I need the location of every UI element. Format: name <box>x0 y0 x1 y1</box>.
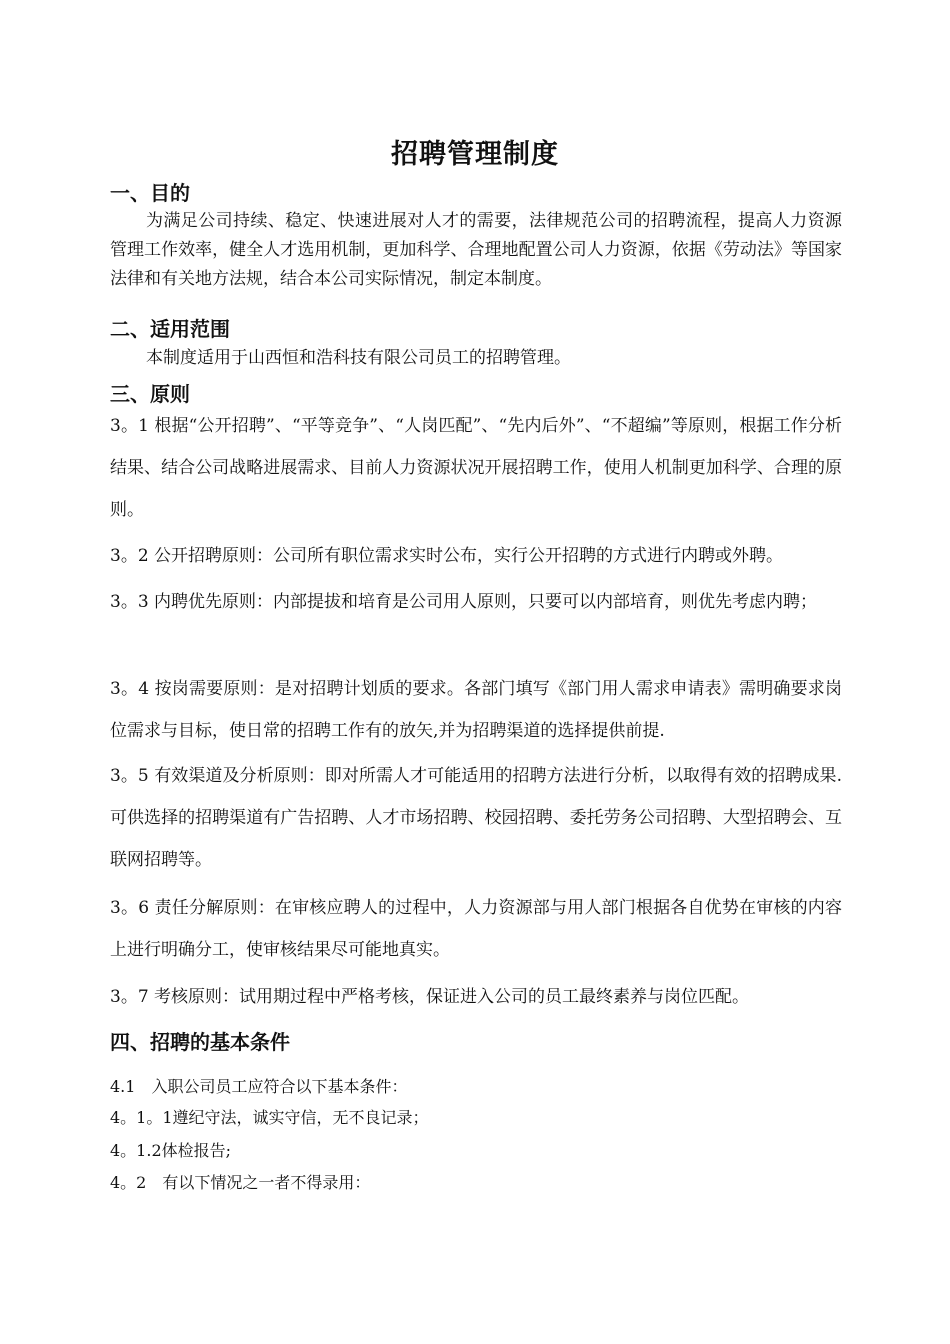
section-1-body: 为满足公司持续、稳定、快速进展对人才的需要，法律规范公司的招聘流程，提高人力资源管理工作效率，健全人才选用机制，更加科学、合理地配置公司人力资源，依据《劳动法》等国家法律和有关地方法规，结合本公司实际情况，制定本制度。 <box>110 211 842 289</box>
section-3-heading: 三、原则 <box>110 382 190 406</box>
condition-4-1-1: 4。1。1遵纪守法，诚实守信，无不良记录； <box>110 1108 429 1127</box>
section-2-heading: 二、适用范围 <box>110 317 230 341</box>
document-title: 招聘管理制度 <box>391 139 559 170</box>
principle-3-5: 3。5 有效渠道及分析原则：即对所需人才可能适用的招聘方法进行分析，以取得有效的招聘成果.可供选择的招聘渠道有广告招聘、人才市场招聘、校园招聘、委托劳务公司招聘、大型招聘会、互联网招聘等。 <box>110 766 842 870</box>
principle-3-4: 3。4 按岗需要原则：是对招聘计划质的要求。各部门填写《部门用人需求申请表》需明确要求岗位需求与目标，使日常的招聘工作有的放矢,并为招聘渠道的选择提供前提. <box>110 679 842 741</box>
condition-4-2: 4。2 有以下情况之一者不得录用： <box>110 1173 371 1192</box>
principle-3-1: 3。1 根据“公开招聘”、“平等竞争”、“人岗匹配”、“先内后外”、“不超编”等原则，根据工作分析结果、结合公司战略进展需求、目前人力资源状况开展招聘工作，使用人机制更加科学、合理的原则。 <box>110 416 842 520</box>
section-1-heading: 一、目的 <box>110 181 190 205</box>
condition-4-1-2: 4。1.2体检报告; <box>110 1141 232 1160</box>
principle-3-2: 3。2 公开招聘原则：公司所有职位需求实时公布，实行公开招聘的方式进行内聘或外聘。 <box>110 546 784 566</box>
section-2-body: 本制度适用于山西恒和浩科技有限公司员工的招聘管理。 <box>146 348 571 368</box>
section-4-heading: 四、招聘的基本条件 <box>110 1030 290 1054</box>
principle-3-3: 3。3 内聘优先原则：内部提拔和培育是公司用人原则，只要可以内部培育，则优先考虑内聘； <box>110 592 818 612</box>
principle-3-7: 3。7 考核原则：试用期过程中严格考核，保证进入公司的员工最终素养与岗位匹配。 <box>110 987 750 1007</box>
condition-4-1: 4.1 入职公司员工应符合以下基本条件： <box>110 1077 408 1096</box>
principle-3-6: 3。6 责任分解原则：在审核应聘人的过程中，人力资源部与用人部门根据各自优势在审核的内容上进行明确分工，使审核结果尽可能地真实。 <box>110 898 842 960</box>
